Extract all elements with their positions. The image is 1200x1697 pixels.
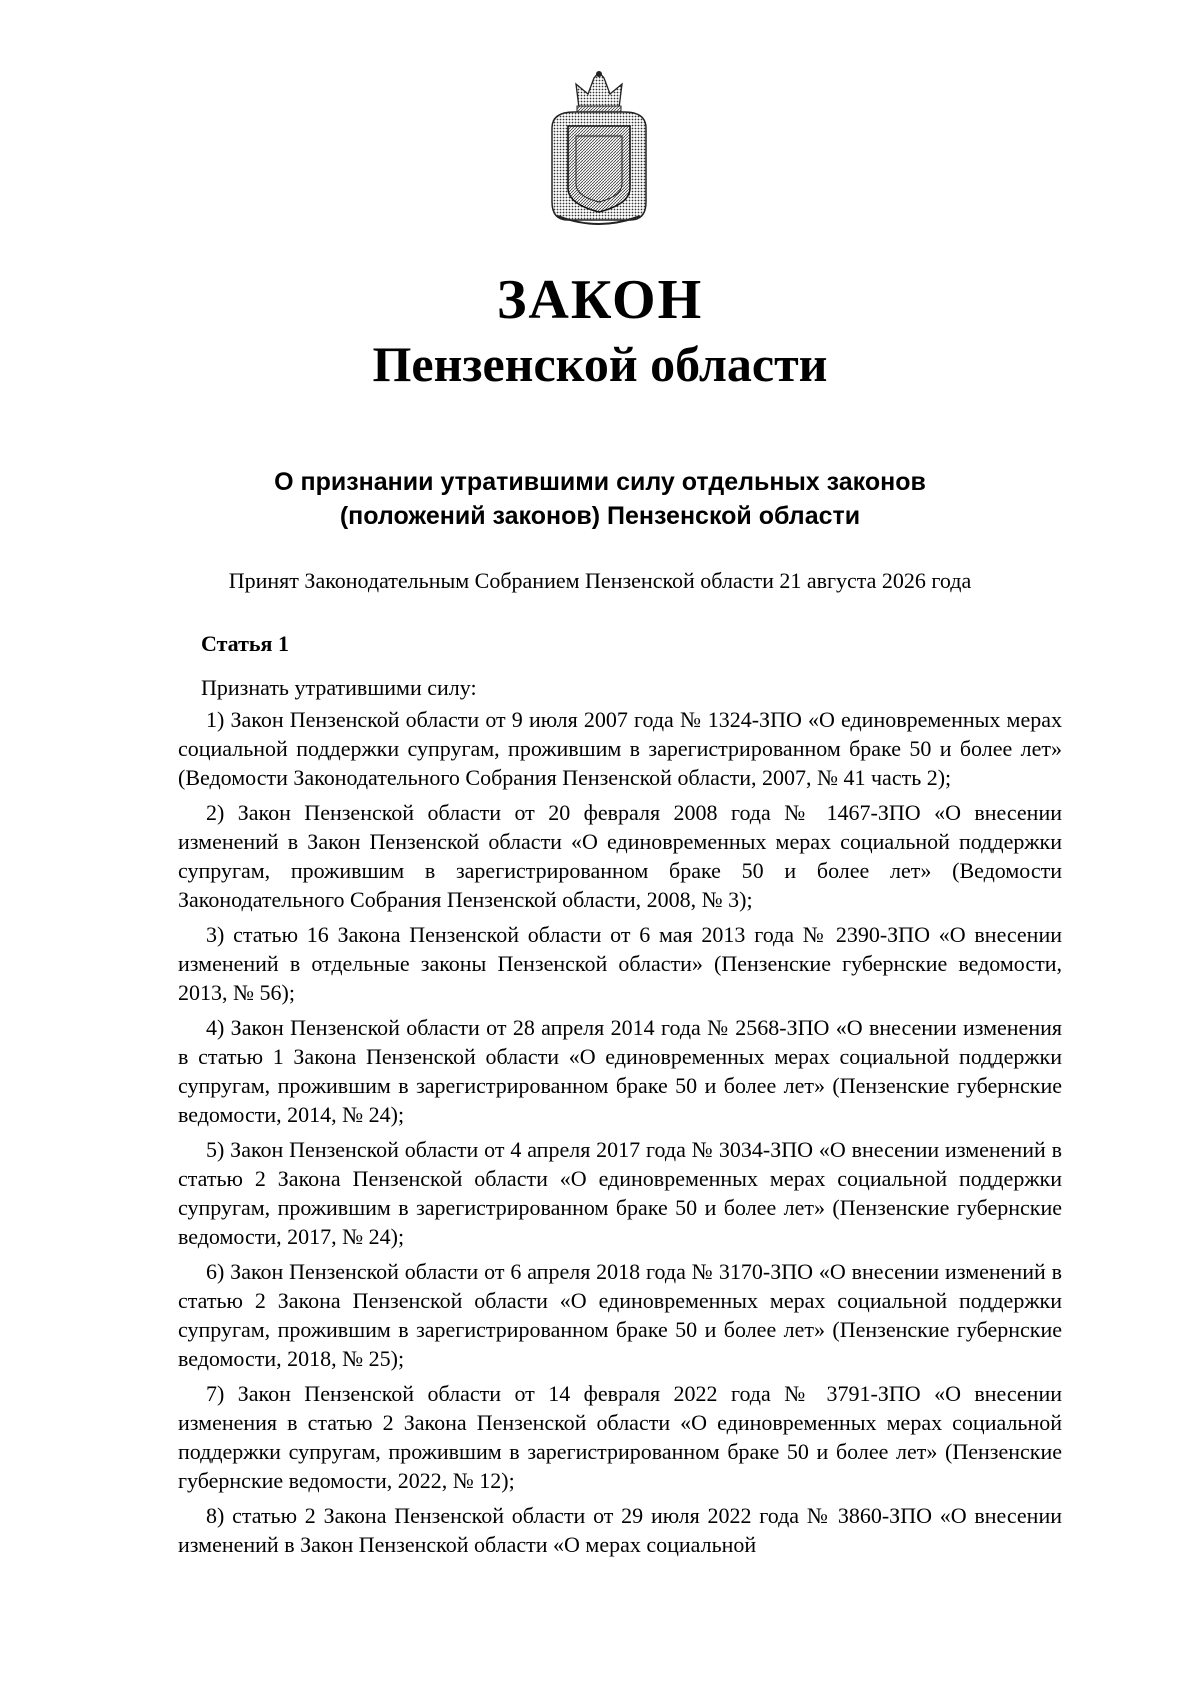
adoption-statement: Принят Законодательным Собранием Пензенской области 21 августа 2026 года (228, 568, 972, 593)
law-subject (0, 465, 1200, 533)
coat-of-arms-icon (544, 70, 654, 230)
law-subject-line: О признании утратившими силу отдельных законов (274, 468, 926, 496)
list-item: 7) Закон Пензенской области от 14 февраля 2022 года № 3791-ЗПО «О внесении изменения в статью 2 Закона Пензенской области «О единовременных мерах социальной поддержки супругам, прожившим в зарегистрированном браке 50 и более лет» (Пензенские губернские ведомости, 2022, № 12); (178, 1381, 1062, 1493)
law-subject-line: (положений законов) Пензенской области (339, 502, 861, 530)
article-heading: Статья 1 (201, 631, 289, 656)
document-title: ЗАКОН (496, 269, 704, 331)
article-intro: Признать утратившими силу: (201, 675, 477, 700)
list-item: 8) статью 2 Закона Пензенской области от 29 июля 2022 года № 3860-ЗПО «О внесении изменений в Закон Пензенской области «О мерах социальной (178, 1503, 1062, 1557)
list-item: 6) Закон Пензенской области от 6 апреля 2018 года № 3170-ЗПО «О внесении изменений в статью 2 Закона Пензенской области «О единовременных мерах социальной поддержки супругам, прожившим в зарегистрированном браке 50 и более лет» (Пензенские губернские ведомости, 2018, № 25); (178, 1259, 1062, 1371)
article-items-list (178, 705, 1062, 1565)
document-region: Пензенской области (372, 336, 828, 392)
list-item: 5) Закон Пензенской области от 4 апреля 2017 года № 3034-ЗПО «О внесении изменений в статью 2 Закона Пензенской области «О единовременных мерах социальной поддержки супругам, прожившим в зарегистрированном браке 50 и более лет» (Пензенские губернские ведомости, 2017, № 24); (178, 1137, 1062, 1249)
list-item: 1) Закон Пензенской области от 9 июля 2007 года № 1324-ЗПО «О единовременных мерах социальной поддержки супругам, прожившим в зарегистрированном браке 50 и более лет» (Ведомости Законодательного Собрания Пензенской области, 2007, № 41 часть 2); (178, 707, 1062, 790)
list-item: 4) Закон Пензенской области от 28 апреля 2014 года № 2568-ЗПО «О внесении изменения в статью 1 Закона Пензенской области «О единовременных мерах социальной поддержки супругам, прожившим в зарегистрированном браке 50 и более лет» (Пензенские губернские ведомости, 2014, № 24); (178, 1015, 1062, 1127)
list-item: 3) статью 16 Закона Пензенской области от 6 мая 2013 года № 2390-ЗПО «О внесении изменений в отдельные законы Пензенской области» (Пензенские губернские ведомости, 2013, № 56); (178, 922, 1062, 1005)
list-item: 2) Закон Пензенской области от 20 февраля 2008 года № 1467-ЗПО «О внесении изменений в Закон Пензенской области «О единовременных мерах социальной поддержки супругам, прожившим в зарегистрированном браке 50 и более лет» (Ведомости Законодательного Собрания Пензенской области, 2008, № 3); (178, 800, 1062, 912)
